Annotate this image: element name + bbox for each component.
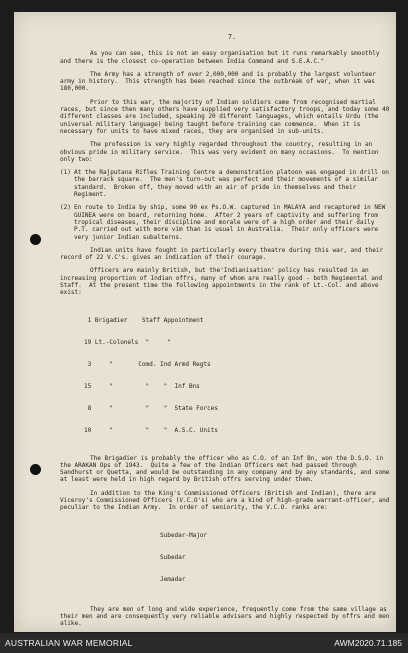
list-number: (1) xyxy=(60,169,71,177)
rank-item: Subedar xyxy=(160,554,186,562)
punch-hole xyxy=(30,234,41,245)
paragraph: Officers are mainly British, but the'Indianisation' policy has resulted in an increasing proportion of Indian offrs, many of whom are really good - both Regimental and Staff. At the present time the following appointments in the rank of Lt.-Col. and above exist: xyxy=(60,267,386,297)
paragraph: Prior to this war, the majority of Indian soldiers came from recognised martial races, but since then many others have supplied very satisfactory troops, and today some 40 different classes are included, speaking 20 different languages, which entails Urdu (the universal military language) being taught before training can commence. When it is necessary for units to have mixed races, they are organised in sub-units. xyxy=(60,98,393,135)
vco-ranks-list xyxy=(160,518,390,598)
paragraph: The profession is very highly regarded throughout the country, resulting in an obvious pride in military service. This was very evident on many occasions. To mention only two: xyxy=(60,141,383,163)
list-item xyxy=(60,204,390,240)
list-number: (2) xyxy=(60,204,71,212)
paragraph: Indian units have fought in particularly every theatre during this war, and their record of 22 V.C's. gives an indication of their courage. xyxy=(60,246,387,262)
list-item xyxy=(60,169,393,199)
appointment-row: 10 " " " A.S.C. Units xyxy=(84,426,218,434)
paragraph: The Army has a strength of over 2,000,000 and is probably the largest volunteer army in history. This strength has been reached since the outbreak of war, when it was 180,000. xyxy=(60,70,380,93)
list-text: At the Rajputana Rifles Training Centre a demonstration platoon was engaged in drill on the barrack square. The men's turn-out was perfect and their movements of a similar standard. Broken off, they moved with an air of pride in themselves and their Regiment. xyxy=(74,169,393,199)
rank-item: Subedar-Major xyxy=(160,532,208,540)
paragraph: The Brigadier is probably the officer who as C.O. of an Inf Bn, won the D.S.O. in the ARAKAN Ops of 1943. Quite a few of the Indian Officers met had passed through Sandhurst or Quetta, and would be outstanding in any company and by any standards, and some at least were held in high regard by British offrs serving under them. xyxy=(60,454,393,484)
punch-hole xyxy=(30,464,41,475)
document-page xyxy=(14,12,396,632)
list-text: En route to India by ship, some 90 ex Ps.O.W. captured in MALAYA and recaptured in NEW GUINEA were on board, returning home. After 2 years of captivity and suffering from tropical diseases, their discipline and morale were of a high order and their daily P.T. carried out with more vim than is usual in Australia. Their only officers were very junior Indian subalterns. xyxy=(74,204,389,241)
document-text xyxy=(60,33,393,634)
page-number: 7. xyxy=(227,33,237,41)
appointment-row: 19 Lt.-Colonels " " xyxy=(84,339,171,347)
footer-bar xyxy=(0,633,408,653)
rank-item: Jemadar xyxy=(160,576,186,583)
appointment-row: 15 " " " Inf Bns xyxy=(84,382,200,390)
footer-accession-number: AWM2020.71.185 xyxy=(334,638,402,648)
appointment-row: 8 " " " State Forces xyxy=(84,404,218,412)
appointment-row: 3 " Comd. Ind Armd Regts xyxy=(84,360,211,368)
appointments-table xyxy=(84,303,390,449)
paragraph: As you can see, this is not an easy organisation but it runs remarkably smoothly and there is the closest co-operation between India Command and S.E.A.C." xyxy=(60,50,384,65)
paragraph: They are men of long and wide experience, frequently come from the same village as their men and are consequently very reliable advisers and highly respected by offrs and men alike. xyxy=(60,605,393,628)
footer-institution: AUSTRALIAN WAR MEMORIAL xyxy=(5,638,133,648)
paragraph: In addition to the King's Commissioned Officers (British and Indian), there are Viceroy's Commissioned Officers (V.C.O's) who are a kind of high-grade warrant-officer, and peculiar to the Indian Army. In order of seniority, the V.C.O. ranks are: xyxy=(60,489,393,512)
appointment-row: 1 Brigadier Staff Appointment xyxy=(84,317,204,325)
